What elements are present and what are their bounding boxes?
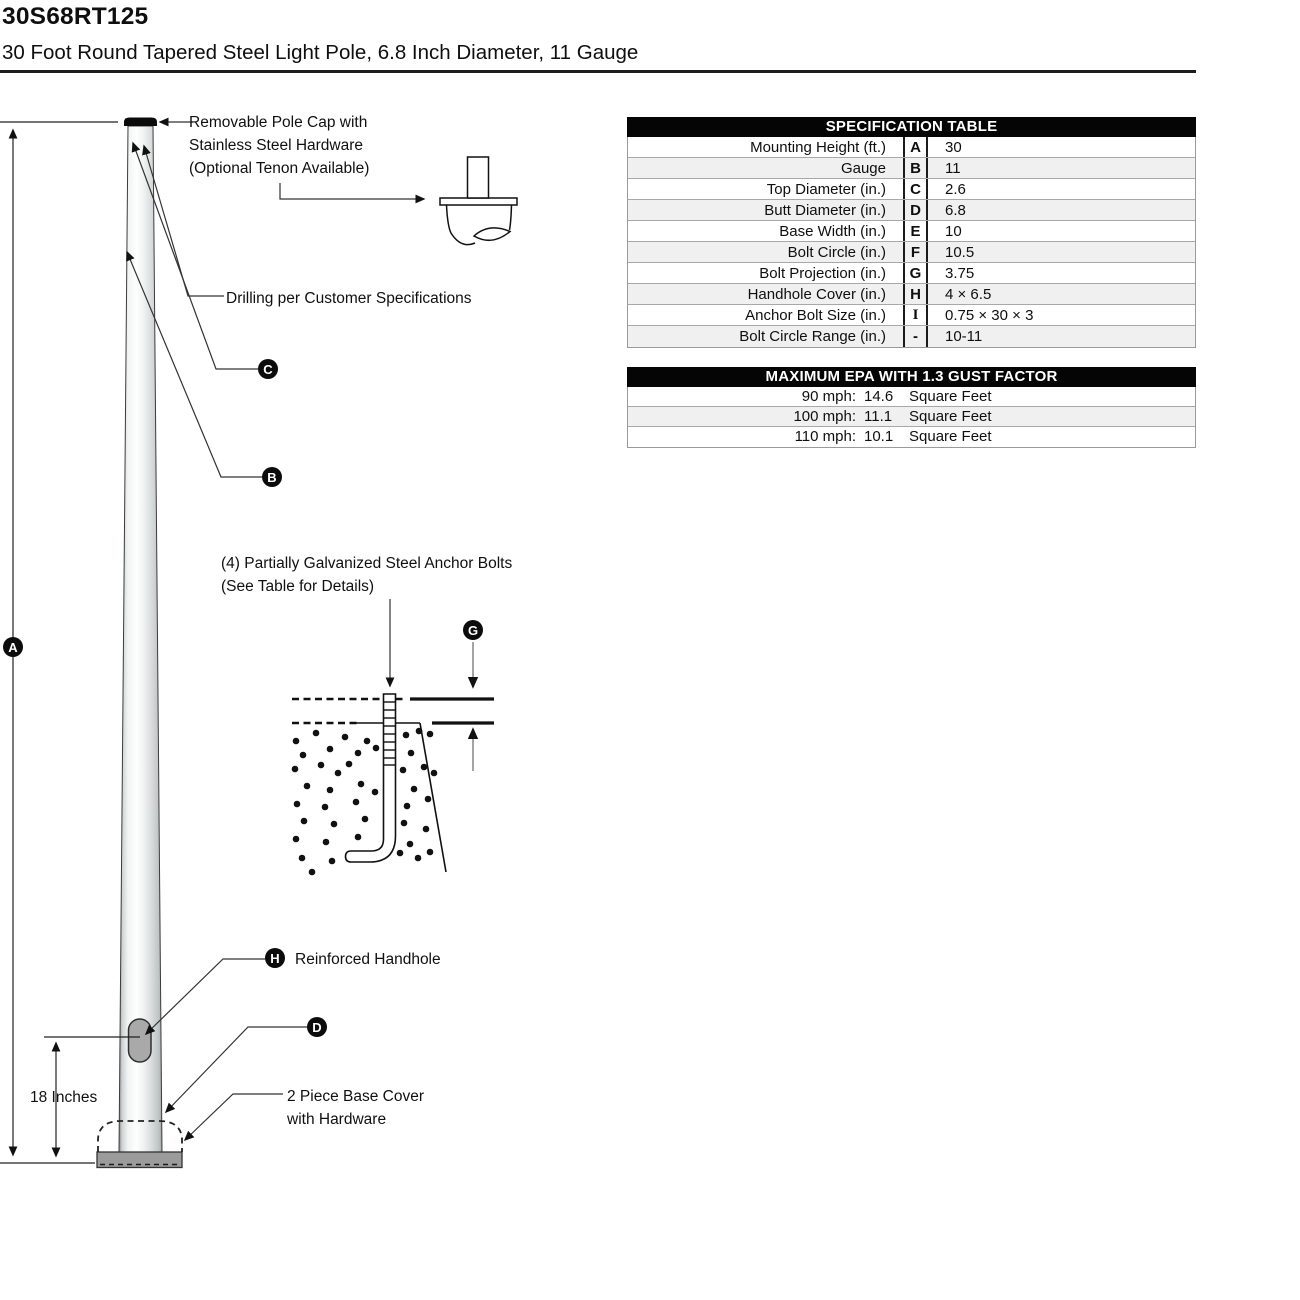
table-row: Bolt Projection (in.) G 3.75: [628, 263, 1195, 284]
pole-cap: [124, 118, 157, 127]
base-plate: [97, 1152, 182, 1168]
table-row: Gauge B 11: [628, 158, 1195, 179]
anchor-bolt-detail: [292, 694, 494, 875]
marker-h: H: [265, 948, 285, 968]
marker-d: D: [307, 1017, 327, 1037]
spec-table-title: SPECIFICATION TABLE: [627, 117, 1196, 137]
pole-cap-note: Removable Pole Cap with Stainless Steel Hardware (Optional Tenon Available): [189, 114, 370, 177]
epa-table-title: MAXIMUM EPA WITH 1.3 GUST FACTOR: [627, 367, 1196, 387]
table-row: 100 mph: 11.1 Square Feet: [628, 407, 1195, 427]
table-row: Bolt Circle Range (in.) - 10-11: [628, 326, 1195, 347]
table-row: Anchor Bolt Size (in.) I 0.75 × 30 × 3: [628, 305, 1195, 326]
page-subtitle: 30 Foot Round Tapered Steel Light Pole, 6.8 Inch Diameter, 11 Gauge: [2, 41, 639, 64]
epa-table: [627, 367, 1196, 448]
marker-c: C: [258, 359, 278, 379]
handhole-note: Reinforced Handhole: [295, 951, 441, 968]
marker-a: A: [3, 637, 23, 657]
table-row: Mounting Height (ft.) A 30: [628, 137, 1195, 158]
table-row: 90 mph: 14.6 Square Feet: [628, 387, 1195, 407]
j-bolt: [346, 694, 396, 862]
table-row: Base Width (in.) E 10: [628, 221, 1195, 242]
marker-g: G: [463, 620, 483, 640]
base-cover-note: 2 Piece Base Cover with Hardware: [287, 1088, 424, 1128]
table-row: Butt Diameter (in.) D 6.8: [628, 200, 1195, 221]
leader-lines: [127, 122, 424, 1140]
tenon-detail: [440, 157, 517, 245]
marker-b: B: [262, 467, 282, 487]
table-row: 110 mph: 10.1 Square Feet: [794, 428, 992, 445]
drilling-note: Drilling per Customer Specifications: [226, 290, 472, 307]
anchor-bolts-note: (4) Partially Galvanized Steel Anchor Bolts (See Table for Details): [221, 555, 513, 595]
table-row: Handhole Cover (in.) H 4 × 6.5: [628, 284, 1195, 305]
specification-table: [627, 117, 1196, 348]
pole-diagram: [0, 0, 560, 1200]
page-title: 30S68RT125: [2, 3, 149, 30]
table-row: Bolt Circle (in.) F 10.5: [628, 242, 1195, 263]
handhole: [129, 1019, 152, 1062]
height-18-label: 18 Inches: [30, 1089, 98, 1106]
table-row: Top Diameter (in.) C 2.6: [628, 179, 1195, 200]
pole: [119, 118, 162, 1153]
